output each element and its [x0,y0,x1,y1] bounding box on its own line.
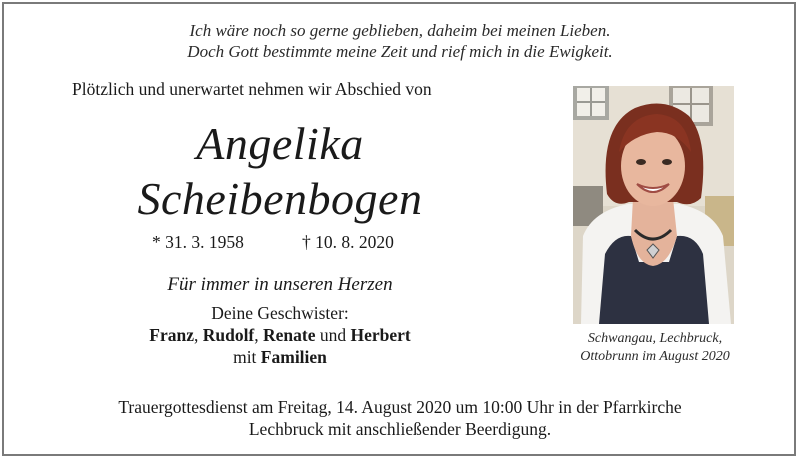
with-text: mit [233,347,261,367]
family-block [90,302,470,368]
sibling-name: Rudolf [202,325,255,345]
funeral-service-info [0,396,800,440]
service-line-1: Trauergottesdienst am Freitag, 14. August 2020 um 10:00 Uhr in der Pfarrkirche [118,397,682,417]
families-text: Familien [260,347,327,367]
deceased-last-name: Scheibenbogen [137,173,423,224]
caption-line-2: Ottobrunn im August 2020 [580,349,730,364]
farewell-line: Für immer in unseren Herzen [167,274,393,295]
sibling-name: Franz [149,325,194,345]
separator: , [193,325,203,345]
motto-line-2: Doch Gott bestimmte meine Zeit und rief mich in die Ewigkeit. [187,42,613,61]
photo-caption [555,330,755,366]
service-line-2: Lechbruck mit anschließender Beerdigung. [248,419,552,439]
family-names [90,324,470,346]
motto-verse [0,20,800,62]
portrait-photo [573,86,734,324]
motto-line-1: Ich wäre noch so gerne geblieben, daheim bei meinen Lieben. [189,21,611,40]
intro-text: Plötzlich und unerwartet nehmen wir Abschied von [72,79,432,99]
death-date: † 10. 8. 2020 [302,232,394,252]
family-heading: Deine Geschwister: [211,303,349,323]
sibling-name: Renate [263,325,316,345]
sibling-name: Herbert [350,325,411,345]
birth-date: * 31. 3. 1958 [152,232,244,252]
families-line [90,346,470,368]
portrait-image [573,86,734,324]
deceased-first-name: Angelika [196,118,364,169]
conjunction: und [315,325,351,345]
caption-line-1: Schwangau, Lechbruck, [587,331,723,346]
separator: , [254,325,264,345]
